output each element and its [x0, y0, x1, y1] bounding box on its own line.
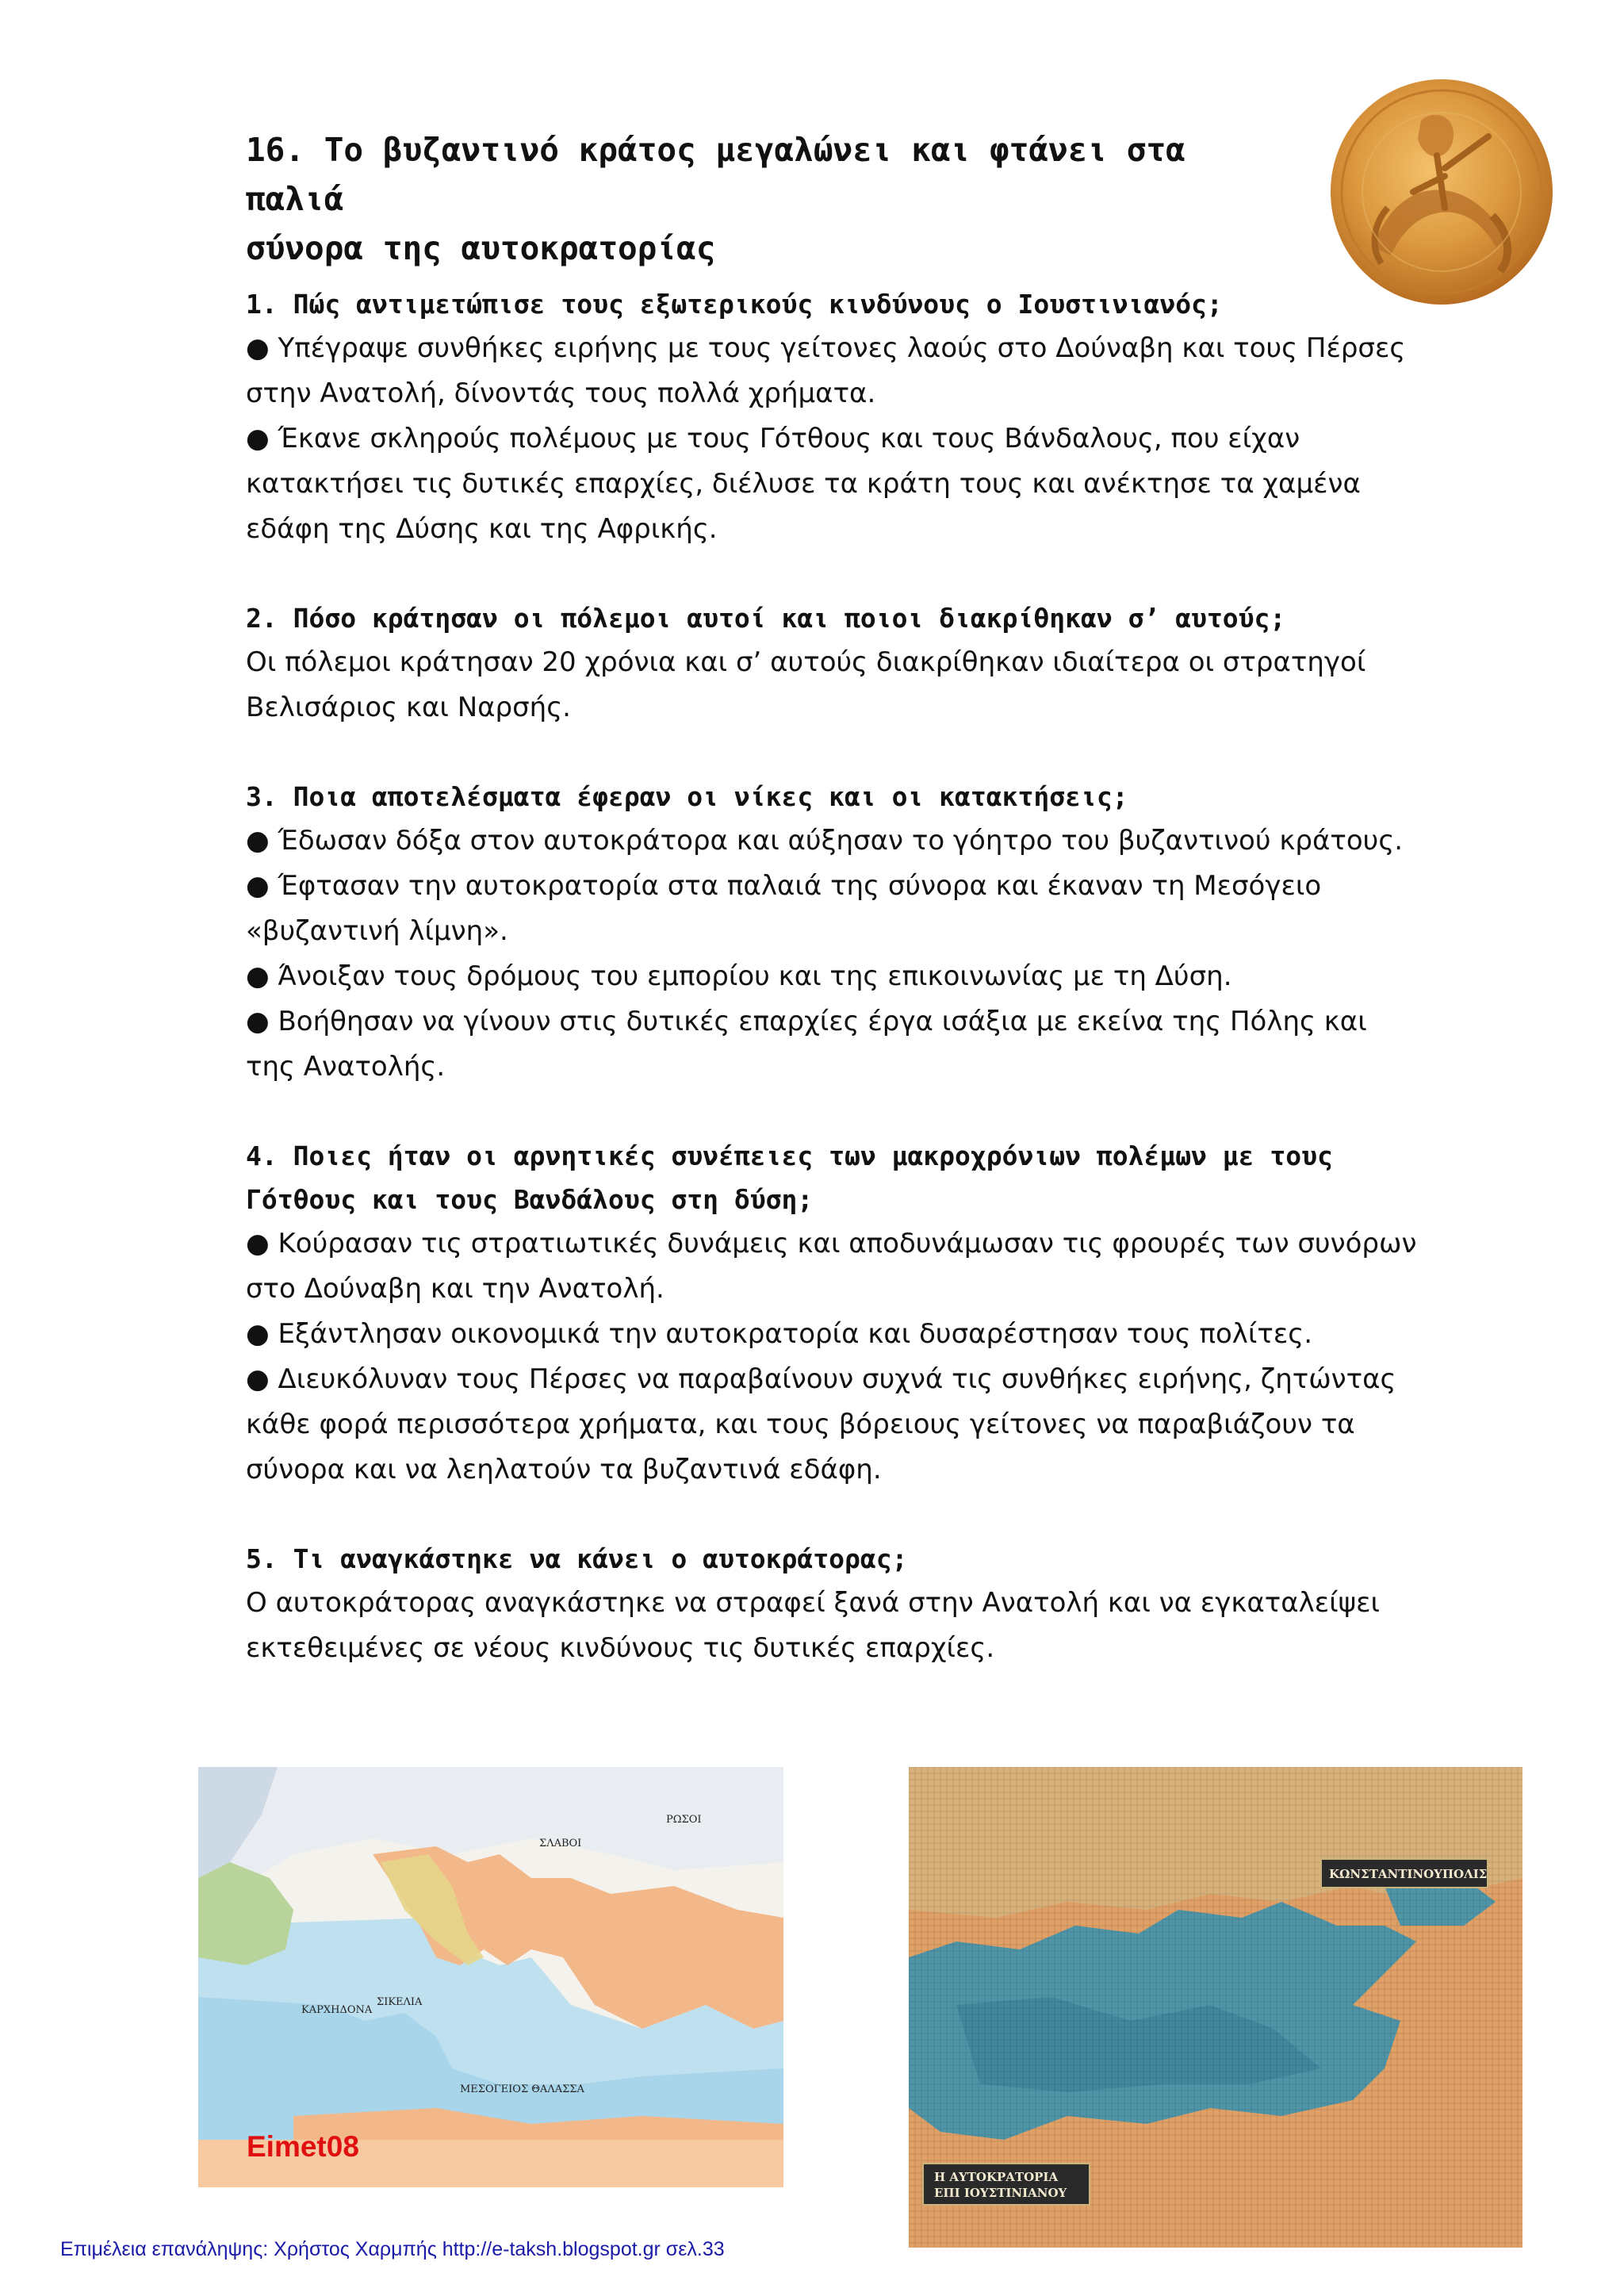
map2-plaque-line-2: ΕΠΙ ΙΟΥΣΤΙΝΙΑΝΟΥ [934, 2186, 1067, 2200]
map1-label-slavs: ΣΛΑΒΟΙ [539, 1838, 582, 1849]
answer-3-bullet-3: ● Άνοιξαν τους δρόμους του εμπορίου και της επικοινωνίας με τη Δύση. [246, 960, 1232, 992]
page-title-line-1: 16. Το βυζαντινό κράτος μεγαλώνει και φτάνει στα παλιά [246, 131, 1185, 218]
question-2: 2. Πόσο κράτησαν οι πόλεμοι αυτοί και ποιοι διακρίθηκαν σ’ αυτούς; [246, 603, 1286, 634]
page-title-line-2: σύνορα της αυτοκρατορίας [246, 229, 716, 267]
qa-block-4 [246, 1134, 1419, 1493]
answer-1-bullet-1: ● Υπέγραψε συνθήκες ειρήνης με τους γείτονες λαούς στο Δούναβη και τους Πέρσες στην Ανατολή, δίνοντάς τους πολλά χρήματα. [246, 332, 1406, 409]
map1-label-mediterranean: ΜΕΣΟΓΕΙΟΣ ΘΑΛΑΣΣΑ [460, 2083, 584, 2095]
answer-3-bullet-1: ● Έδωσαν δόξα στον αυτοκράτορα και αύξησαν το γόητρο του βυζαντινού κράτους. [246, 825, 1404, 857]
qa-block-1 [246, 282, 1419, 552]
page-title [246, 125, 1300, 273]
code-label: Eimet08 [247, 2130, 359, 2163]
answer-4-bullet-1: ● Κούρασαν τις στρατιωτικές δυνάμεις και αποδυνάμωσαν τις φρουρές των συνόρων στο Δούναβη και την Ανατολή. [246, 1228, 1417, 1305]
answer-3-bullet-4: ● Βοήθησαν να γίνουν στις δυτικές επαρχίες έργα ισάξια με εκείνα της Πόλης και της Ανατολής. [246, 1006, 1367, 1083]
question-5: 5. Τι αναγκάστηκε να κάνει ο αυτοκράτορας; [246, 1543, 908, 1574]
answer-5: Ο αυτοκράτορας αναγκάστηκε να στραφεί ξανά στην Ανατολή και να εγκαταλείψει εκτεθειμένες σε νέους κινδύνους τις δυτικές επαρχίες. [246, 1587, 1380, 1664]
qa-block-3 [246, 775, 1419, 1090]
byzantine-empire-drawn-map [198, 1767, 783, 2187]
answer-4-bullet-3: ● Διευκόλυναν τους Πέρσες να παραβαίνουν συχνά τις συνθήκες ειρήνης, ζητώντας κάθε φορά περισσότερα χρήματα, και τους βόρειους γείτονες να παραβιάζουν τα σύνορα και να λεηλατούν τα βυζαντινά εδάφη. [246, 1363, 1396, 1485]
byzantine-empire-mosaic-map [909, 1767, 1522, 2248]
map2-plaque-constantinople: ΚΩΝΣΤΑΝΤΙΝΟΥΠΟΛΙΣ [1329, 1867, 1488, 1881]
question-4: 4. Ποιες ήταν οι αρνητικές συνέπειες των μακροχρόνιων πολέμων με τους Γότθους και τους Βανδάλους στη δύση; [246, 1140, 1333, 1215]
page-footer: Επιμέλεια επανάληψης: Χρήστος Χαρμπής http://e-taksh.blogspot.gr σελ.33 [60, 2238, 725, 2260]
byzantine-coin-image [1326, 73, 1556, 308]
map1-label-rus: ΡΩΣΟΙ [666, 1814, 702, 1826]
qa-block-2 [246, 596, 1419, 730]
map1-label-sicily: ΣΙΚΕΛΙΑ [377, 1996, 423, 2008]
question-3: 3. Ποια αποτελέσματα έφεραν οι νίκες και οι κατακτήσεις; [246, 781, 1128, 812]
answer-3-bullet-2: ● Έφτασαν την αυτοκρατορία στα παλαιά της σύνορα και έκαναν τη Μεσόγειο «βυζαντινή λίμνη». [246, 870, 1322, 947]
question-1: 1. Πώς αντιμετώπισε τους εξωτερικούς κινδύνους ο Ιουστινιανός; [246, 289, 1223, 320]
map2-plaque-line-1: Η ΑΥΤΟΚΡΑΤΟΡΙΑ [934, 2170, 1059, 2184]
map1-label-carthage: ΚΑΡΧΗΔΟΝΑ [301, 2004, 373, 2016]
qa-content [246, 282, 1419, 1715]
qa-block-5 [246, 1537, 1419, 1671]
answer-1-bullet-2: ● Έκανε σκληρούς πολέμους με τους Γότθους και τους Βάνδαλους, που είχαν κατακτήσει τις δυτικές επαρχίες, διέλυσε τα κράτη τους και ανέκτησε τα χαμένα εδάφη της Δύσης και της Αφρικής. [246, 423, 1361, 545]
answer-2: Οι πόλεμοι κράτησαν 20 χρόνια και σ’ αυτούς διακρίθηκαν ιδιαίτερα οι στρατηγοί Βελισάριος και Ναρσής. [246, 646, 1366, 723]
answer-4-bullet-2: ● Εξάντλησαν οικονομικά την αυτοκρατορία και δυσαρέστησαν τους πολίτες. [246, 1318, 1313, 1350]
